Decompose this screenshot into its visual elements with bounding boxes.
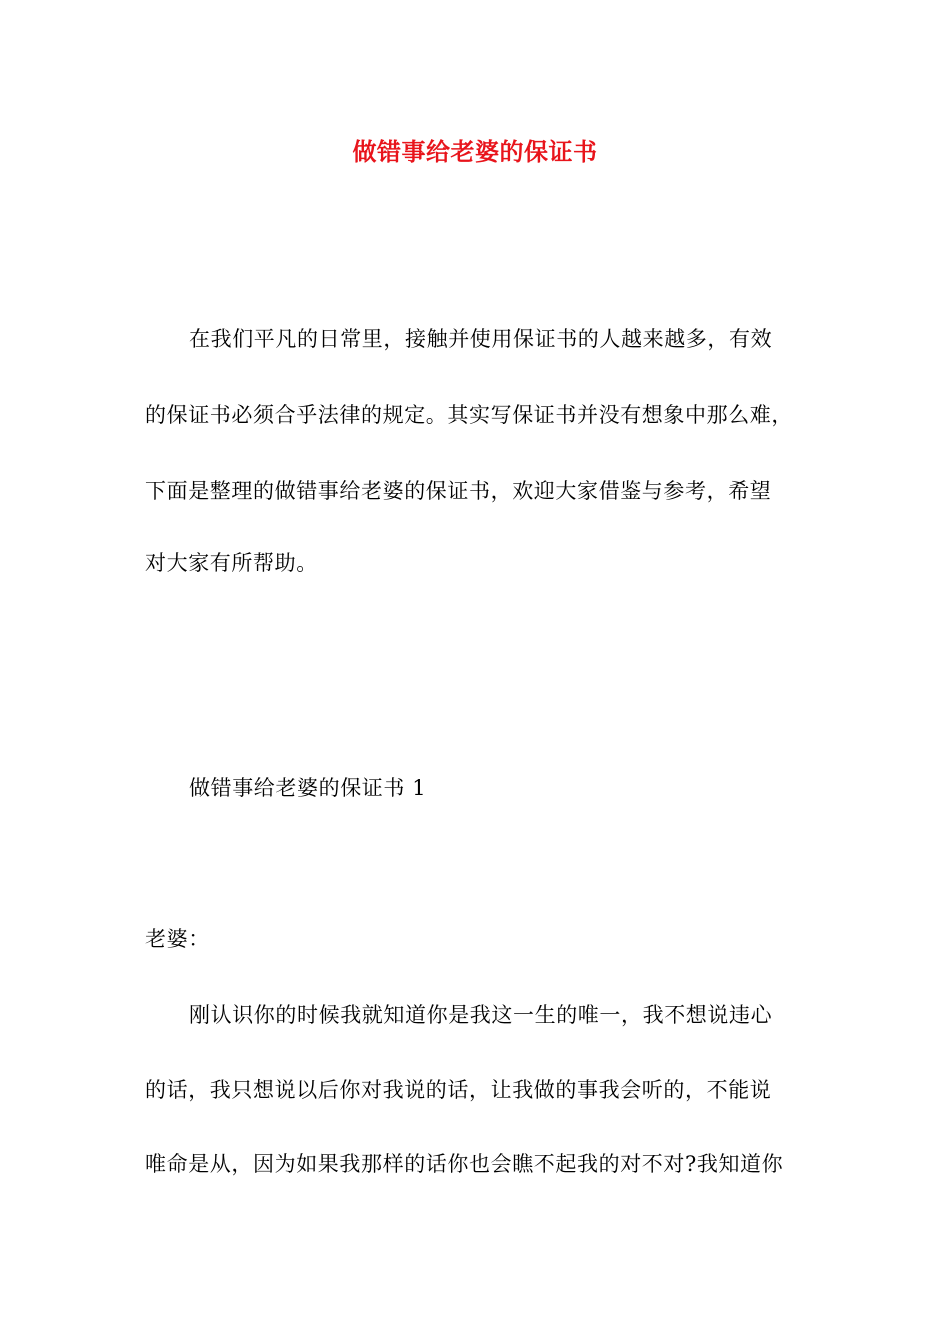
intro-line-2: 的保证书必须合乎法律的规定。其实写保证书并没有想象中那么难，: [145, 403, 793, 427]
body-line-1: 刚认识你的时候我就知道你是我这一生的唯一，我不想说违心: [189, 1003, 773, 1027]
intro-line-4: 对大家有所帮助。: [145, 551, 318, 575]
intro-line-1: 在我们平凡的日常里，接触并使用保证书的人越来越多，有效: [189, 327, 773, 351]
body-line-2: 的话，我只想说以后你对我说的话，让我做的事我会听的，不能说: [145, 1078, 772, 1102]
section-heading: 做错事给老婆的保证书 1: [189, 776, 427, 800]
intro-line-3: 下面是整理的做错事给老婆的保证书，欢迎大家借鉴与参考，希望: [145, 479, 772, 503]
salutation: 老婆：: [145, 927, 210, 951]
document-title: 做错事给老婆的保证书: [352, 137, 598, 166]
body-line-3: 唯命是从，因为如果我那样的话你也会瞧不起我的对不对?我知道你: [145, 1152, 784, 1176]
